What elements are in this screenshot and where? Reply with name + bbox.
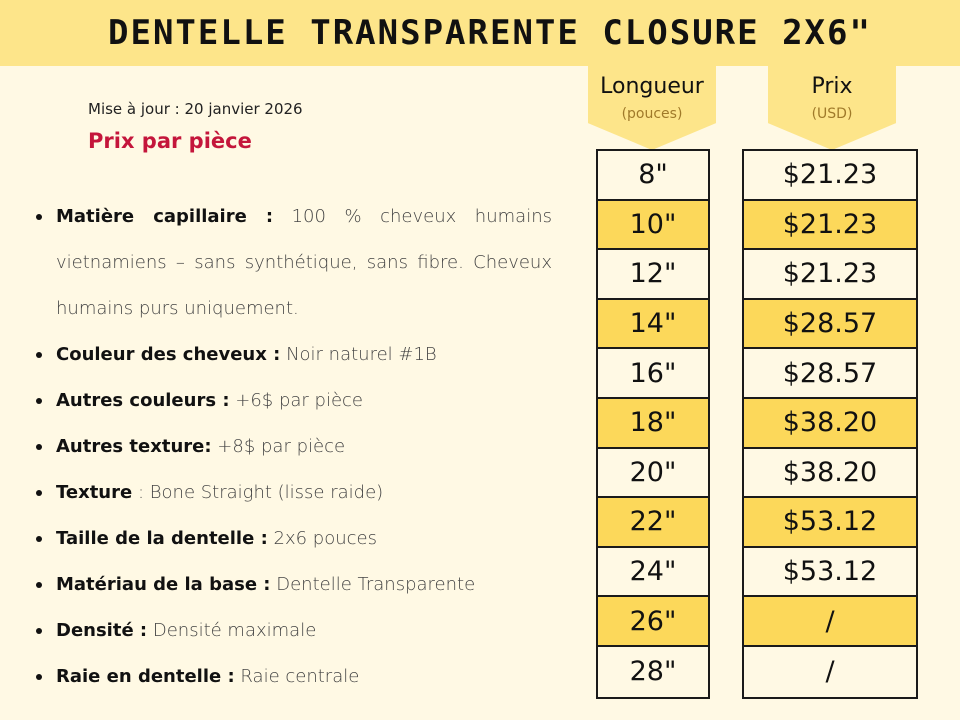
feature-label: Taille de la dentelle : [56, 528, 268, 549]
length-cell: 8" [598, 151, 708, 201]
feature-value: Dentelle Transparente [276, 574, 476, 595]
price-cell: $38.20 [744, 449, 916, 499]
length-header-title: Longueur [600, 74, 704, 99]
length-cell: 16" [598, 349, 708, 399]
feature-label: Matière capillaire : [56, 206, 274, 227]
page-title: DENTELLE TRANSPARENTE CLOSURE 2X6" [108, 13, 872, 53]
length-header-subtitle: (pouces) [621, 106, 683, 122]
feature-label: Autres texture: [56, 436, 212, 457]
feature-list [34, 194, 552, 700]
feature-item-other-colors [34, 378, 552, 424]
length-cell: 12" [598, 250, 708, 300]
length-cell: 22" [598, 498, 708, 548]
price-cell: $21.23 [744, 201, 916, 251]
price-cell: $38.20 [744, 399, 916, 449]
update-date: Mise à jour : 20 janvier 2026 [88, 100, 303, 118]
feature-label: Densité : [56, 620, 148, 641]
feature-label: Texture [56, 482, 133, 503]
feature-value: 100 % cheveux humains vietnamiens – sans synthétique, sans fibre. Cheveux humains purs uniquement. [56, 206, 552, 319]
feature-item-hair-color [34, 332, 552, 378]
feature-label: Raie en dentelle : [56, 666, 235, 687]
price-cell: $21.23 [744, 151, 916, 201]
feature-value: Densité maximale [152, 620, 317, 641]
feature-value: 2x6 pouces [273, 528, 377, 549]
length-cell: 28" [629, 656, 677, 688]
price-header-title: Prix [811, 74, 853, 99]
length-cell: 20" [598, 449, 708, 499]
feature-label: Matériau de la base : [56, 574, 271, 595]
feature-item-other-texture [34, 424, 552, 470]
feature-value: Raie centrale [240, 666, 360, 687]
feature-value: Noir naturel #1B [286, 344, 437, 365]
price-per-piece-label: Prix par pièce [88, 129, 252, 153]
feature-value: +8$ par pièce [217, 436, 346, 457]
length-column [596, 149, 710, 699]
price-cell: $53.12 [744, 498, 916, 548]
feature-item-hair-material [34, 194, 552, 332]
length-cell: 26" [598, 597, 708, 647]
price-header-subtitle: (USD) [811, 106, 853, 122]
feature-item-lace-part [34, 654, 552, 700]
price-column [742, 149, 918, 699]
length-cell: 18" [598, 399, 708, 449]
price-cell: / [825, 656, 835, 688]
feature-item-base-material [34, 562, 552, 608]
feature-item-density [34, 608, 552, 654]
feature-value: +6$ par pièce [235, 390, 364, 411]
feature-label: Couleur des cheveux : [56, 344, 281, 365]
price-cell: $21.23 [744, 250, 916, 300]
feature-item-lace-size [34, 516, 552, 562]
price-cell: $28.57 [744, 300, 916, 350]
price-cell: $28.57 [744, 349, 916, 399]
feature-item-texture [34, 470, 552, 516]
length-cell: 10" [598, 201, 708, 251]
feature-value: : Bone Straight (lisse raide) [137, 482, 384, 503]
feature-label: Autres couleurs : [56, 390, 230, 411]
length-cell: 14" [598, 300, 708, 350]
price-cell: $53.12 [744, 548, 916, 598]
price-cell: / [744, 597, 916, 647]
length-cell: 24" [598, 548, 708, 598]
